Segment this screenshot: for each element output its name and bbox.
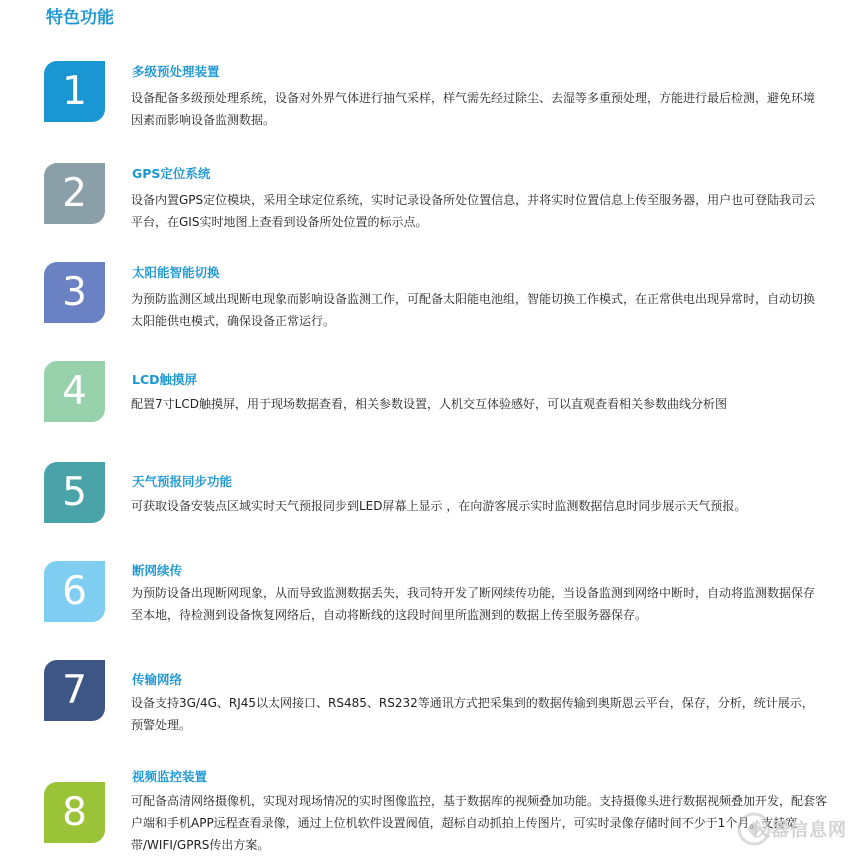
feature-title: 多级预处理装置 [132, 64, 220, 79]
feature-number-badge: 1 [44, 61, 105, 122]
feature-title: 传输网络 [132, 672, 183, 687]
feature-description: 为预防设备出现断网现象，从而导致监测数据丢失，我司特开发了断网续传功能，当设备监测到网络中断时，自动将监测数据保存至本地，待检测到设备恢复网络后，自动将断线的这段时间里所监测到的数据上传至服务器保存。 [131, 586, 816, 622]
feature-title: 天气预报同步功能 [132, 474, 233, 489]
watermark-text: 仪器信息网 [752, 820, 847, 840]
feature-title: 视频监控装置 [132, 769, 208, 784]
feature-description: 可获取设备安装点区域实时天气预报同步到LED屏幕上显示 ，在向游客展示实时监测数据信息时同步展示天气预报。 [131, 499, 747, 513]
feature-title: 太阳能智能切换 [132, 265, 220, 280]
feature-title: LCD触摸屏 [132, 372, 198, 387]
feature-description: 设备支持3G/4G、RJ45以太网接口、RS485、RS232等通讯方式把采集到的数据传输到奥斯恩云平台，保存，分析，统计展示，预警处理。 [131, 696, 814, 732]
feature-description: 可配备高清网络摄像机，实现对现场情况的实时图像监控，基于数据库的视频叠加功能。支持摄像头进行数据视频叠加开发，配套客户端和手机APP远程查看录像，通过上位机软件设置阀值，超标自动抓拍上传图片，可实时录像存储时间不少于1个月。支持宽带/WIFI/GPRS传出方案。 [131, 794, 828, 852]
feature-number-badge: 3 [44, 262, 105, 323]
feature-number-badge: 4 [44, 361, 105, 422]
section-title: 特色功能 [46, 8, 114, 28]
feature-number-badge: 8 [44, 782, 105, 843]
feature-description: 配置7寸LCD触摸屏，用于现场数据查看，相关参数设置，人机交互体验感好，可以直观查看相关参数曲线分析图 [131, 397, 727, 411]
feature-number-badge: 7 [44, 660, 105, 721]
feature-description: 设备内置GPS定位模块，采用全球定位系统，实时记录设备所处位置信息，并将实时位置信息上传至服务器，用户也可登陆我司云平台，在GIS实时地图上查看到设备所处位置的标示点。 [131, 193, 816, 229]
feature-number-badge: 5 [44, 462, 105, 523]
feature-description: 设备配备多级预处理系统，设备对外界气体进行抽气采样，样气需先经过除尘、去湿等多重预处理，方能进行最后检测，避免环境因素而影响设备监测数据。 [131, 91, 816, 127]
feature-title: 断网续传 [132, 563, 183, 578]
feature-number-badge: 6 [44, 561, 105, 622]
feature-description: 为预防监测区域出现断电现象而影响设备监测工作，可配备太阳能电池组，智能切换工作模式，在正常供电出现异常时，自动切换太阳能供电模式，确保设备正常运行。 [131, 292, 816, 328]
feature-number-badge: 2 [44, 163, 105, 224]
feature-title: GPS定位系统 [132, 166, 211, 181]
